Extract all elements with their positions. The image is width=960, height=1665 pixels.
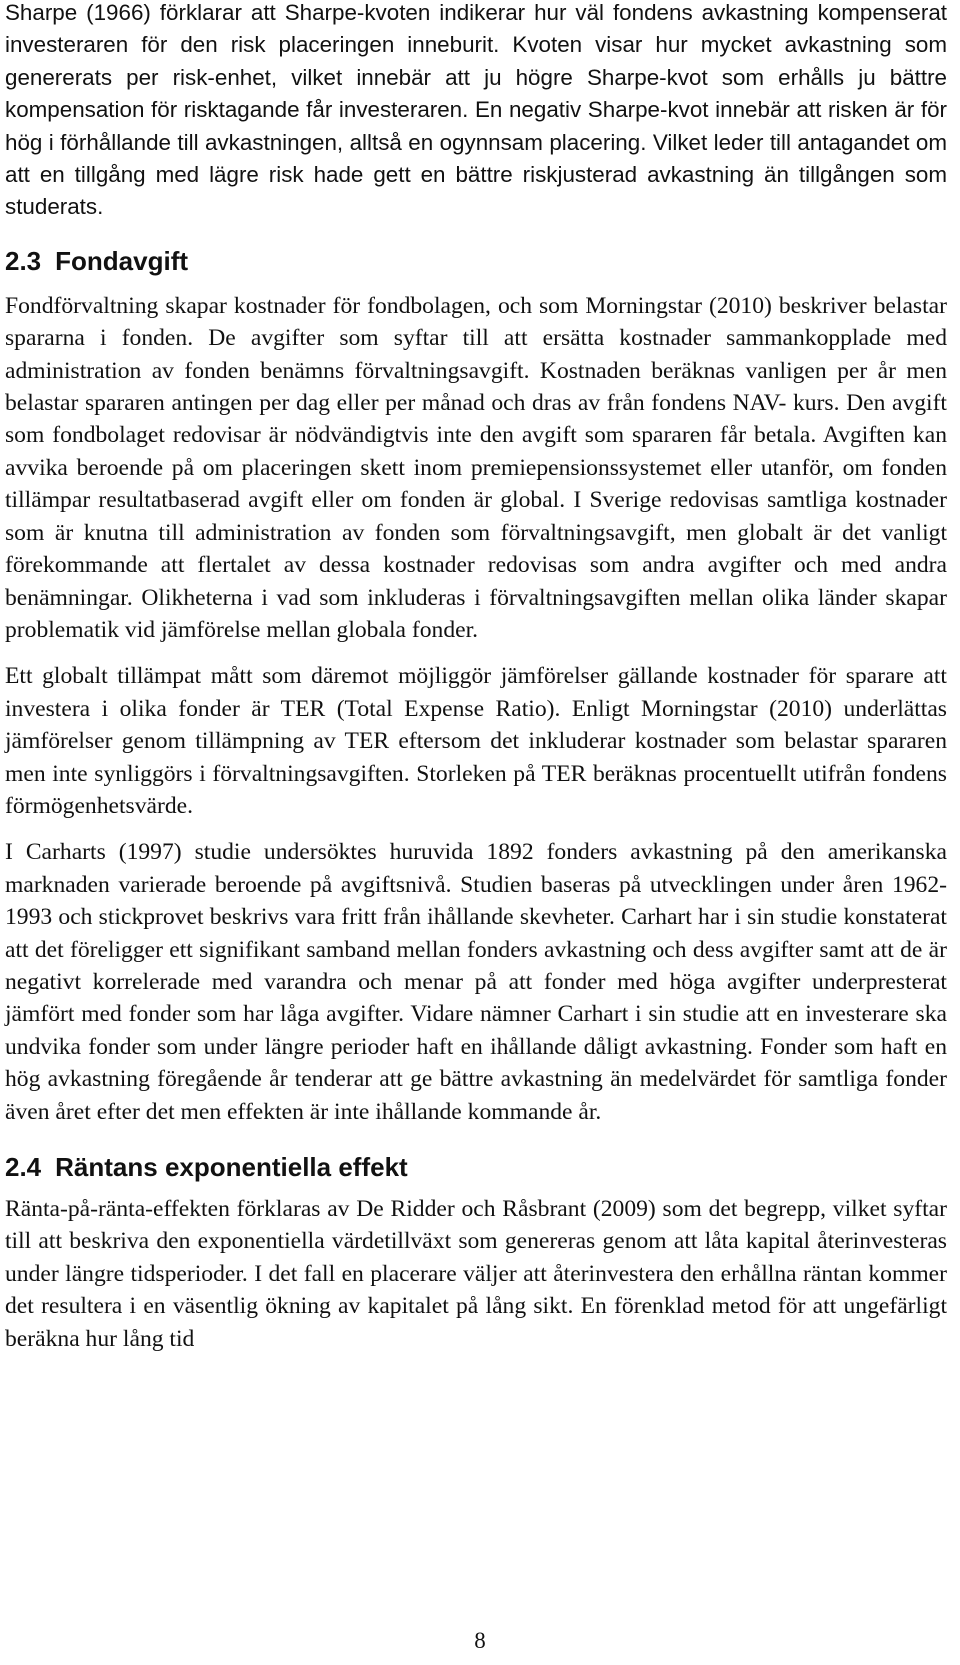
paragraph-sharpe-ratio: Sharpe (1966) förklarar att Sharpe-kvoten indikerar hur väl fondens avkastning kompenserat investeraren för den risk placeringen inneburit. Kvoten visar hur mycket avkastning som genererats per risk-enhet, vilket innebär att ju högre Sharpe-kvot som erhålls ju bättre kompensation för risktagande får investeraren. En negativ Sharpe-kvot innebär att risken är för hög i förhållande till avkastningen, alltså en ogynnsam placering. Vilket leder till antagandet om att en tillgång med lägre risk hade gett en bättre riskjusterad avkastning än tillgången som studerats. <box>5 0 947 220</box>
paragraph-compound-interest: Ränta-på-ränta-effekten förklaras av De Ridder och Råsbrant (2009) som det begrepp, vilket syftar till att beskriva den exponentiella värdetillväxt som genereras genom att låta kapital återinvesteras under längre tidsperioder. I det fall en placerare väljer att återinvestera den erhållna räntan kommer det resultera i en väsentlig ökning av kapitalet på lång sikt. En förenklad metod för att ungefärligt beräkna hur lång tid <box>5 1196 947 1352</box>
section-title: Räntans exponentiella effekt <box>55 1152 408 1182</box>
paragraph-carhart-study: I Carharts (1997) studie undersöktes huruvida 1892 fonders avkastning på den amerikanska marknaden varierade beroende på avgiftsnivå. Studien baseras på utvecklingen under åren 1962-1993 och stickprovet beskrivs vara fritt från ihållande skevheter. Carhart har i sin studie konstaterat att det föreligger ett signifikant samband mellan fonders avkastning och dess avgifter samt att de är negativt korrelerade med varandra och menar på att fonder med höga avgifter underpresterat jämfört med fonder som har låga avgifter. Vidare nämner Carhart i sin studie att en investerare ska undvika fonder som under längre perioder haft en ihållande dåligt avkastning. Fonder som haft en hög avkastning föregående år tenderar att ge bättre avkastning än medelvärdet för samtliga fonder även året efter det men effekten är inte ihållande kommande år. <box>5 839 947 1125</box>
section-number: 2.3 <box>5 245 42 276</box>
section-heading-ranta <box>5 1150 947 1184</box>
paragraph-ter: Ett globalt tillämpat mått som däremot möjliggör jämförelser gällande kostnader för sparare att investera i olika fonder är TER (Total Expense Ratio). Enligt Morningstar (2010) underlättas jämförelser genom tillämpning av TER eftersom det inkluderar kostnader som belastar spararen men inte synliggörs i förvaltningsavgiften. Storleken på TER beräknas procentuellt utifrån fondens förmögenhetsvärde. <box>5 663 947 819</box>
page-number: 8 <box>474 1628 486 1653</box>
section-heading-fondavgift <box>5 244 947 278</box>
section-number: 2.4 <box>5 1152 42 1182</box>
document-page <box>5 0 947 1355</box>
section-title: Fondavgift <box>55 245 189 276</box>
paragraph-management-fee: Fondförvaltning skapar kostnader för fondbolagen, och som Morningstar (2010) beskriver belastar spararna i fonden. De avgifter som syftar till att ersätta kostnader sammankopplade med administration av fonden benämns förvaltningsavgift. Kostnaden beräknas vanligen per år men belastar spararen antingen per dag eller per månad och dras av från fondens NAV- kurs. Den avgift som fondbolaget redovisar är nödvändigtvis inte den avgift som spararen får betala. Avgiften kan avvika beroende på om placeringen skett inom premiepensionssystemet eller utanför, om fonden tillämpar resultatbaserad avgift eller om fonden är global. I Sverige redovisas samtliga kostnader som är knutna till administration av fonden som förvaltningsavgift, men globalt är det vanligt förekommande att flertalet av dessa kostnader redovisas som andra avgifter och med andra benämningar. Olikheterna i vad som inkluderas i förvaltningsavgiften mellan olika länder skapar problematik vid jämförelse mellan globala fonder. <box>5 292 947 643</box>
